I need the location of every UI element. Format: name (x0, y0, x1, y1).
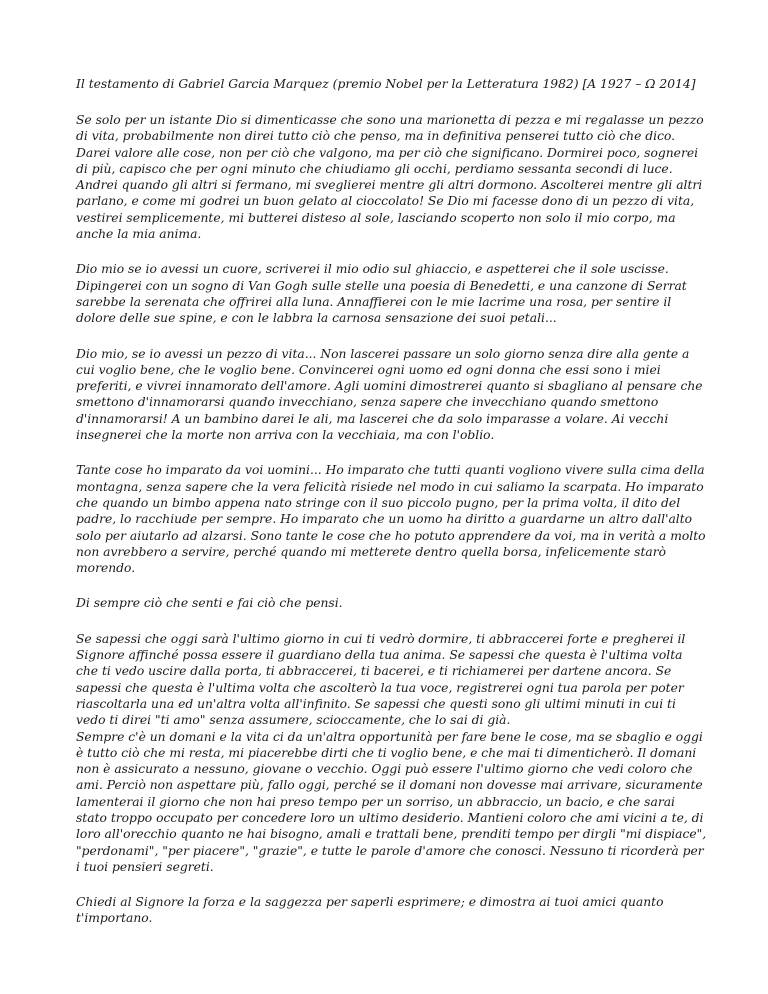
paragraph-7: Sempre c'è un domani e la vita ci da un'altra opportunità per fare bene le cose, ma se sbaglio e oggi è tutto ciò che mi resta, mi piacerebbe dirti che ti voglio bene, e che mai ti dimenticherò. Il domani non è assicurato a nessuno, giovane o vecchio. Oggi può essere l'ultimo giorno che vedi coloro che ami. Perciò non aspettare più, fallo oggi, perché se il domani non dovesse mai arrivare, sicuramente lamenterai il giorno che non hai preso tempo per un sorriso, un abbraccio, un bacio, e che sarai stato troppo occupato per concedere loro un ultimo desiderio. Mantieni coloro che ami vicini a te, di loro all'orecchio quanto ne hai bisogno, amali e trattali bene, prenditi tempo per dirgli "mi dispiace", "perdonami", "per piacere", "grazie", e tutte le parole d'amore che conosci. Nessuno ti ricorderà per i tuoi pensieri segreti. (76, 729, 707, 874)
document-title (76, 76, 708, 92)
paragraph-6: Se sapessi che oggi sarà l'ultimo giorno in cui ti vedrò dormire, ti abbraccerei forte e pregherei il Signore affinché possa essere il guardiano della tua anima. Se sapessi che questa è l'ultima volta che ti vedo uscire dalla porta, ti abbraccerei, ti bacerei, e ti richiamerei per dartene ancora. Se sapessi che questa è l'ultima volta che ascolterò la tua voce, registrerei ogni tua parola per poter riascoltarla una ed un'altra volta all'infinito. Se sapessi che questi sono gli ultimi minuti in cui ti vedo ti direi "ti amo" senza assumere, scioccamente, che lo sai di già. (76, 631, 686, 728)
paragraph-3: Dio mio, se io avessi un pezzo di vita... Non lascerei passare un solo giorno senza dire alla gente a cui voglio bene, che le voglio bene. Convincerei ogni uomo ed ogni donna che essi sono i miei preferiti, e vivrei innamorato dell'amore. Agli uomini dimostrerei quanto si sbagliano al pensare che smettono d'innamorarsi quando invecchiano, senza sapere che invecchiano quando smettono d'innamorarsi! A un bambino darei le ali, ma lascerei che da solo imparasse a volare. Ai vecchi insegnerei che la morte non arriva con la vecchiaia, ma con l'oblio. (76, 346, 703, 443)
paragraph-5: Di sempre ciò che senti e fai ciò che pensi. (76, 596, 343, 611)
paragraph-2: Dio mio se io avessi un cuore, scriverei il mio odio sul ghiaccio, e aspetterei che il sole uscisse. Dipingerei con un sogno di Van Gogh sulle stelle una poesia di Benedetti, e una canzone di Serrat sarebbe la serenata che offrirei alla luna. Annaffierei con le mie lacrime una rosa, per sentire il dolore delle sue spine, e con le labbra la carnosa sensazione dei suoi petali... (76, 262, 687, 326)
paragraph-1: Se solo per un istante Dio si dimenticasse che sono una marionetta di pezza e mi regalasse un pezzo di vita, probabilmente non direi tutto ciò che penso, ma in definitiva penserei tutto ciò che dico. Darei valore alle cose, non per ciò che valgono, ma per ciò che significano. Dormirei poco, sognerei di più, capisco che per ogni minuto che chiudiamo gli occhi, perdiamo sessanta secondi di luce. Andrei quando gli altri si fermano, mi sveglierei mentre gli altri dormono. Ascolterei mentre gli altri parlano, e come mi godrei un buon gelato al cioccolato! Se Dio mi facesse dono di un pezzo di vita, vestirei semplicemente, mi butterei disteso al sole, lasciando scoperto non solo il mio corpo, ma anche la mia anima. (76, 113, 704, 242)
title-main: Il testamento di Gabriel Garcia Marquez (76, 77, 329, 91)
closing-paragraph: Chiedi al Signore la forza e la saggezza per saperli esprimere; e dimostra ai tuoi amici quanto t'importano. (76, 895, 664, 926)
title-subtitle: (premio Nobel per la Letteratura 1982) [A 1927 – Ω 2014] (332, 77, 696, 91)
paragraph-block (76, 631, 708, 875)
paragraph-4: Tante cose ho imparato da voi uomini... Ho imparato che tutti quanti vogliono vivere sulla cima della montagna, senza sapere che la vera felicità risiede nel modo in cui saliamo la scarpata. Ho imparato che quando un bimbo appena nato stringe con il suo piccolo pugno, per la prima volta, il dito del padre, lo racchiude per sempre. Ho imparato che un uomo ha diritto a guardarne un altro dall'alto solo per aiutarlo ad alzarsi. Sono tante le cose che ho potuto apprendere da voi, ma in verità a molto non avrebbero a servire, perché quando mi metterete dentro quella borsa, infelicemente starò morendo. (76, 463, 706, 576)
